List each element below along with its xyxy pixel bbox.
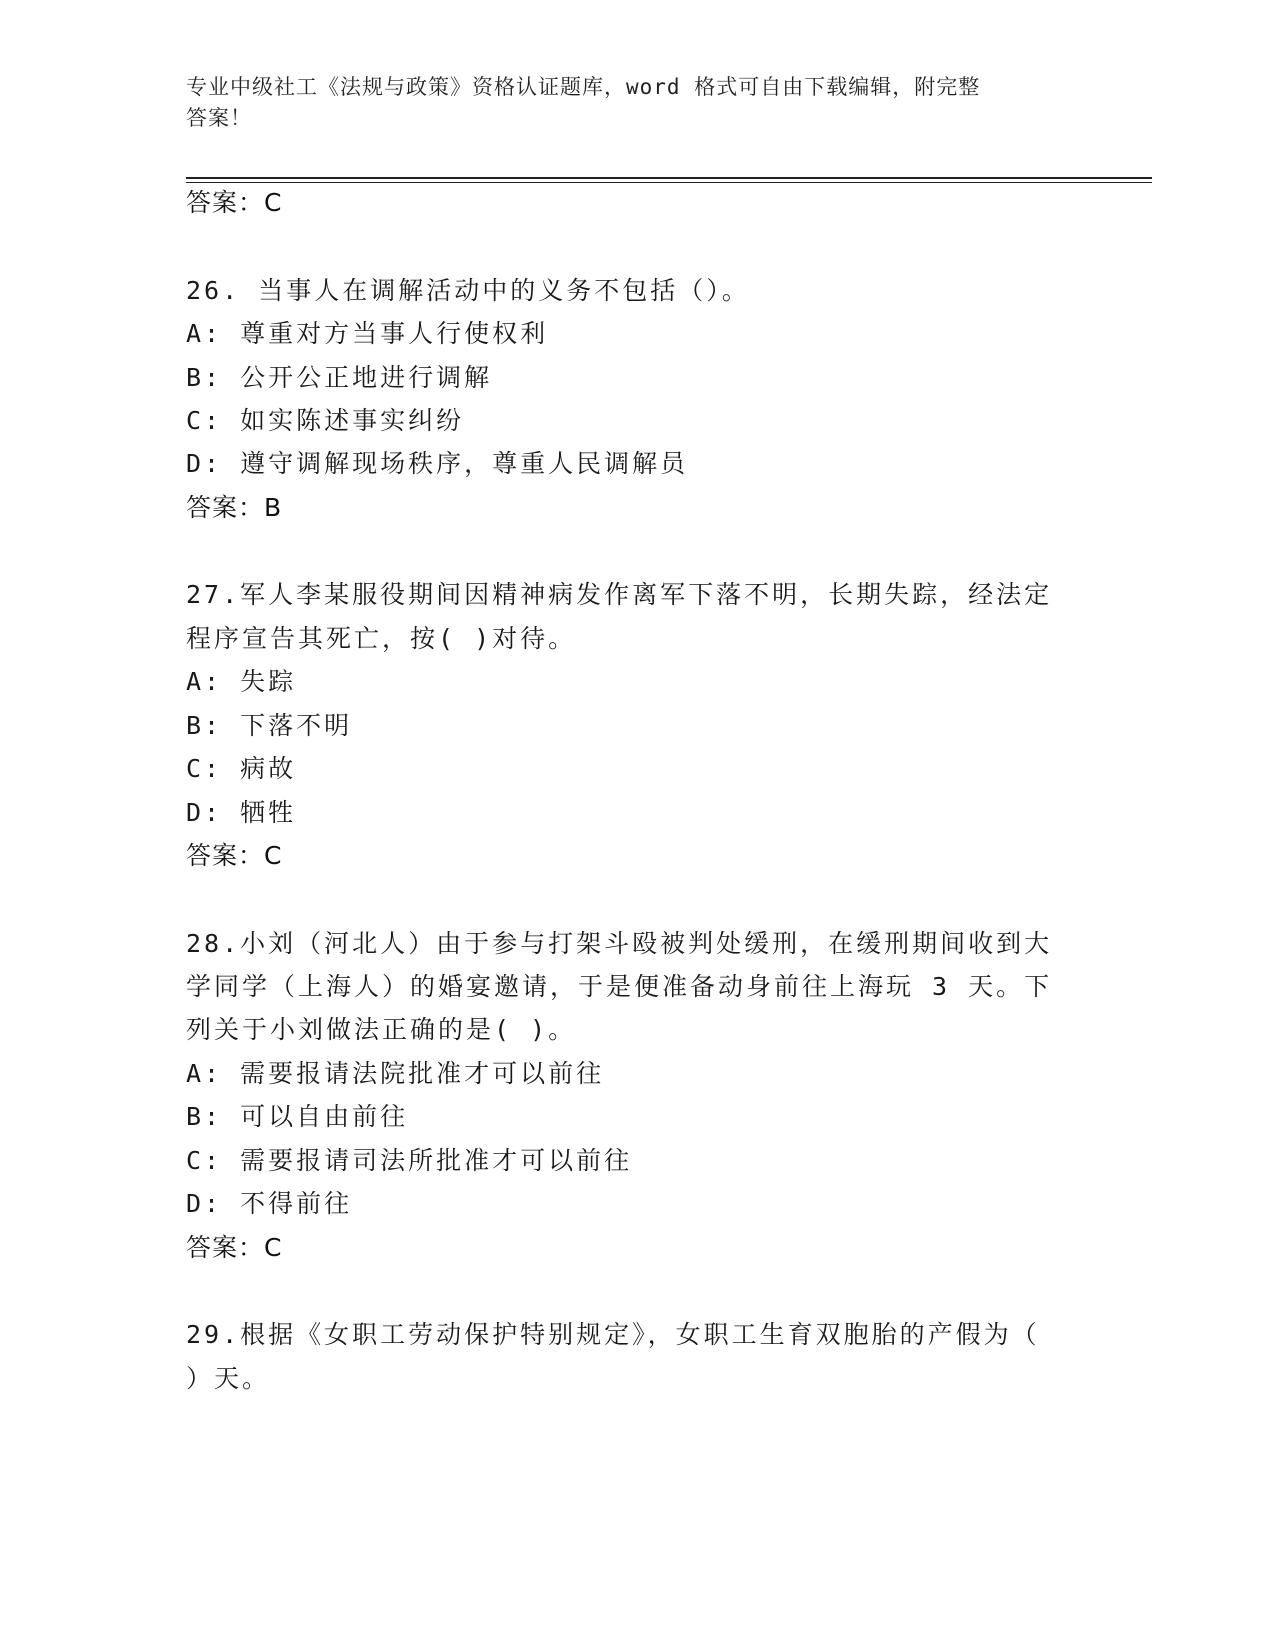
question-28-stem-line-1: 28.小刘（河北人）由于参与打架斗殴被判处缓刑，在缓刑期间收到大 (186, 929, 1053, 958)
question-29-stem-line-2: ）天。 (186, 1364, 271, 1393)
question-27-option-d: D: 牺牲 (186, 798, 297, 827)
question-27-option-a: A: 失踪 (186, 667, 297, 696)
question-26-option-b: B: 公开公正地进行调解 (186, 363, 493, 392)
question-27-option-c: C: 病故 (186, 754, 297, 783)
header-line-2: 答案！ (186, 106, 252, 130)
question-29-stem-line-1: 29.根据《女职工劳动保护特别规定》，女职工生育双胞胎的产假为（ (186, 1320, 1040, 1349)
question-26-option-a: A: 尊重对方当事人行使权利 (186, 319, 549, 348)
question-28-option-b: B: 可以自由前往 (186, 1102, 409, 1131)
question-26-option-d: D: 遵守调解现场秩序，尊重人民调解员 (186, 449, 689, 478)
header-divider-thin (186, 182, 1152, 183)
question-26-option-c: C: 如实陈述事实纠纷 (186, 406, 465, 435)
header-line-1: 专业中级社工《法规与政策》资格认证题库，word 格式可自由下载编辑，附完整 (186, 75, 981, 99)
question-28-stem-line-3: 列关于小刘做法正确的是( )。 (186, 1015, 577, 1044)
document-header (186, 72, 1066, 134)
header-divider-thick (186, 177, 1152, 179)
question-26-stem: 26. 当事人在调解活动中的义务不包括（）。 (186, 276, 750, 305)
question-28-option-d: D: 不得前往 (186, 1189, 353, 1218)
question-27-stem-line-1: 27.军人李某服役期间因精神病发作离军下落不明，长期失踪，经法定 (186, 580, 1053, 609)
question-27-option-b: B: 下落不明 (186, 711, 353, 740)
question-27-stem-line-2: 程序宣告其死亡，按( )对待。 (186, 624, 577, 653)
question-28-option-c: C: 需要报请司法所批准才可以前往 (186, 1146, 633, 1175)
question-28-answer: 答案：C (186, 1233, 283, 1262)
question-27-answer: 答案：C (186, 841, 283, 870)
question-28-stem-line-2: 学同学（上海人）的婚宴邀请，于是便准备动身前往上海玩 3 天。下 (186, 972, 1053, 1001)
answer-25: 答案：C (186, 188, 283, 217)
question-28-option-a: A: 需要报请法院批准才可以前往 (186, 1059, 605, 1088)
question-26-answer: 答案：B (186, 493, 283, 522)
